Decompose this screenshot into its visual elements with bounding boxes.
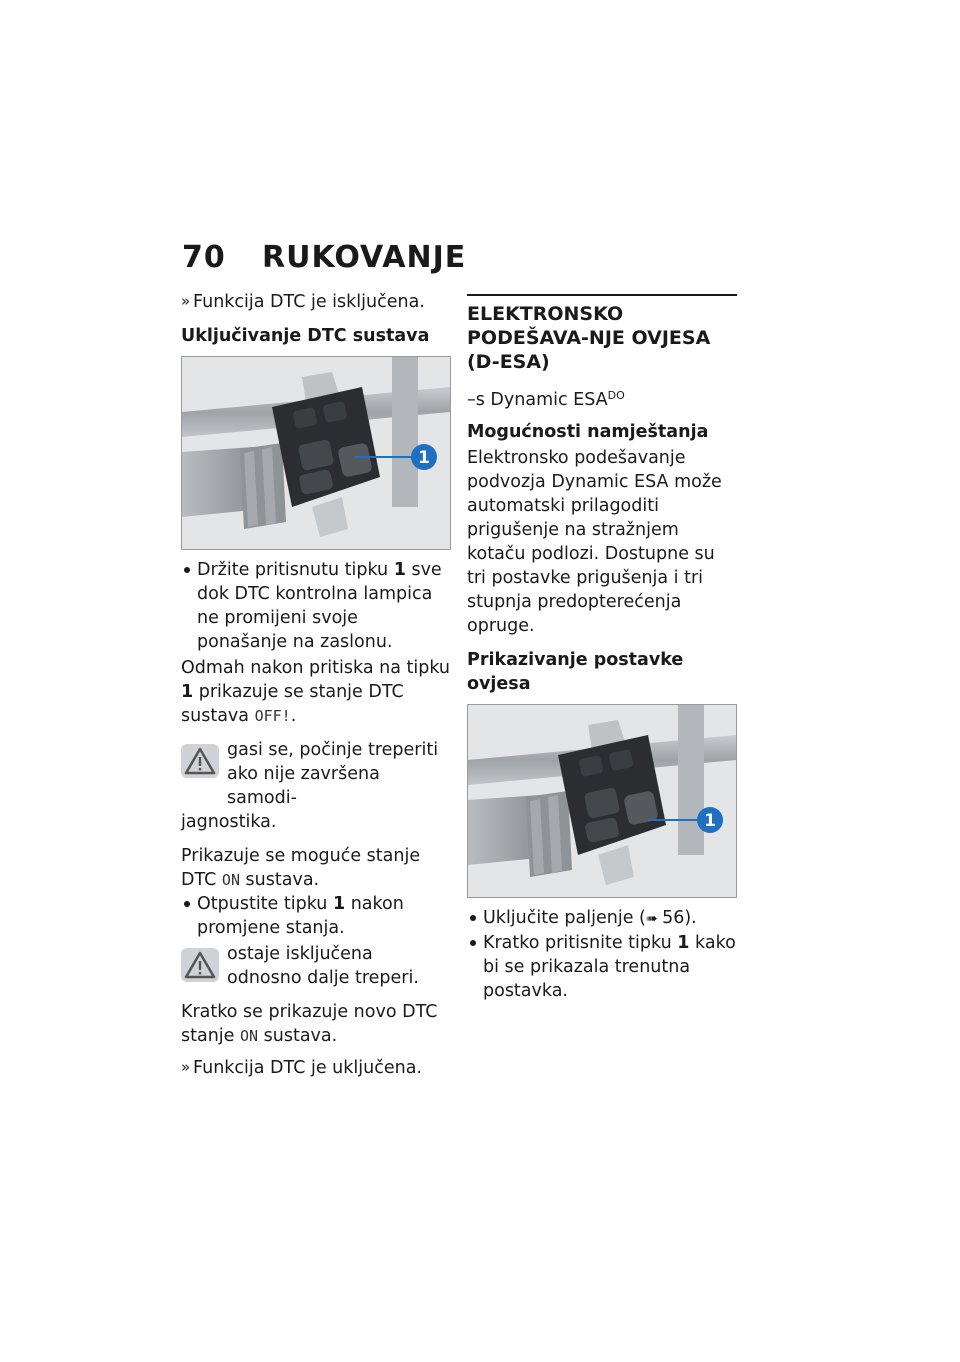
figure-callout-number: 1 — [704, 811, 716, 831]
section-title: ELEKTRONSKO PODEŠAVA-NJE OVJESA (D-ESA) — [467, 303, 711, 373]
paragraph: Prikazuje se moguće stanje DTC ON sustava. — [181, 846, 421, 890]
step-list-3 — [467, 906, 737, 1003]
state-indicator: OFF! — [254, 707, 291, 725]
figure-callout-number: 1 — [418, 448, 430, 468]
step-list-1 — [181, 558, 451, 654]
warning-triangle-icon — [181, 948, 219, 982]
handlebar-switch-image — [468, 705, 736, 897]
state-indicator: ON — [221, 871, 240, 889]
page-reference-link[interactable]: 56 — [662, 908, 685, 928]
state-indicator: ON — [240, 1027, 259, 1045]
paragraph: Odmah nakon pritiska na tipku 1 prikazuje se stanje DTC sustava OFF!. — [181, 658, 451, 726]
result-text: » Funkcija DTC je isključena. — [181, 290, 451, 314]
subheading-options: Mogućnosti namještanja — [467, 422, 709, 442]
option-line: –s Dynamic $ESA^{DO}$ — [467, 389, 625, 410]
page-header — [182, 240, 466, 275]
subheading-dtc: Uključivanje DTC sustava — [181, 326, 430, 346]
handlebar-switch-image — [182, 357, 450, 549]
section-divider — [467, 294, 737, 296]
step-item: Kratko pritisnite tipku 1 kako bi se prikazala trenutna postavka. — [467, 931, 737, 1003]
warning-triangle-icon — [181, 744, 219, 778]
step-item: Uključite paljenje (➠ 56). — [467, 906, 737, 931]
paragraph: Elektronsko podešavanje podvozja Dynamic ESA može automatski prilagoditi prigušenje na stražnjem kotaču podlozi. Dostupne su tri postavke prigušenja i tri stupnja predopterećenja opruge. — [467, 448, 722, 636]
handlebar-switch-figure-2 — [467, 704, 737, 898]
result-text: » Funkcija DTC je uključena. — [181, 1056, 451, 1080]
step-item: Otpustite tipku 1 nakon promjene stanja. — [181, 892, 451, 940]
subheading-display: Prikazivanje postavke ovjesa — [467, 650, 684, 694]
step-item: Držite pritisnutu tipku 1 sve dok DTC kontrolna lampica ne promijeni svoje ponašanje na zaslonu. — [181, 558, 451, 654]
step-list-2 — [181, 892, 451, 940]
paragraph: Kratko se prikazuje novo DTC stanje ON sustava. — [181, 1002, 438, 1046]
right-column — [467, 290, 737, 1005]
warning-note-1: gasi se, počinje treperiti ako nije završena samodi- jagnostika. — [181, 740, 439, 832]
arrow-reference-icon: ➠ — [645, 911, 663, 927]
page-title: RUKOVANJE — [262, 240, 467, 275]
page-number: 70 — [182, 240, 226, 275]
left-column — [181, 290, 451, 1088]
handlebar-switch-figure — [181, 356, 451, 550]
warning-note-2: ostaje isključena odnosno dalje treperi. — [181, 942, 451, 990]
